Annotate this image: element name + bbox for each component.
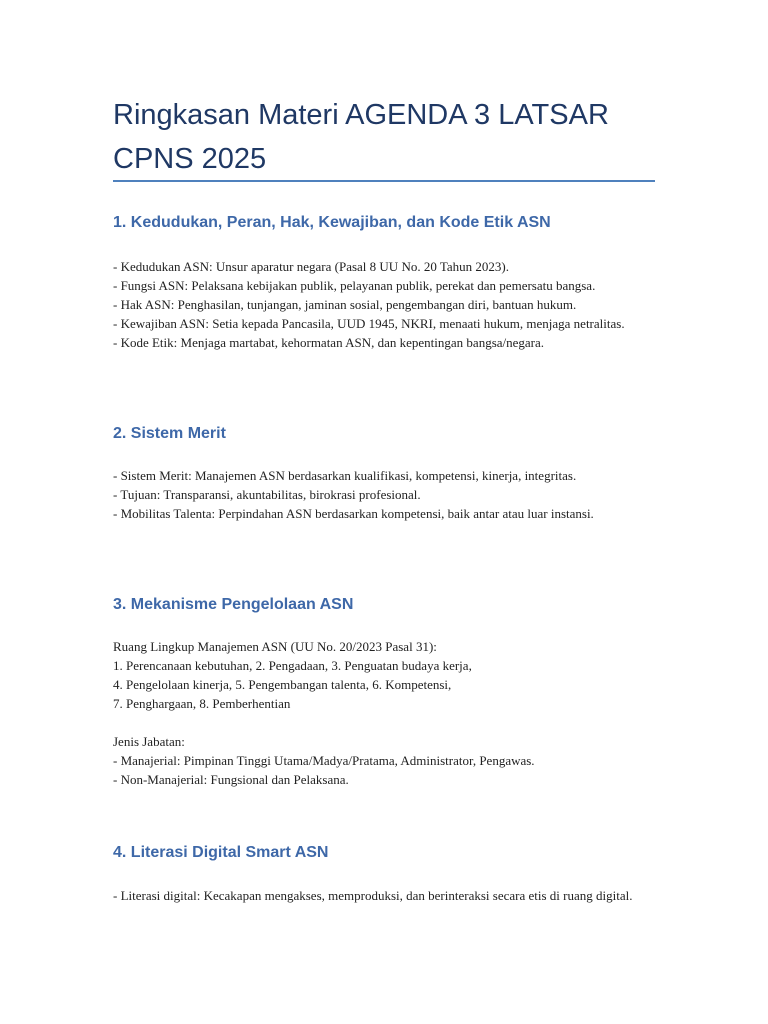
section-1-heading: 1. Kedudukan, Peran, Hak, Kewajiban, dan Kode Etik ASN xyxy=(113,214,551,231)
section-2-heading: 2. Sistem Merit xyxy=(113,425,226,442)
position-line: - Non-Manajerial: Fungsional dan Pelaksana. xyxy=(113,772,349,787)
scope-line: 1. Perencanaan kebutuhan, 2. Pengadaan, 3. Penguatan budaya kerja, xyxy=(113,658,472,673)
section-1-line: - Kedudukan ASN: Unsur aparatur negara (Pasal 8 UU No. 20 Tahun 2023). xyxy=(113,259,509,274)
section-1-line: - Kewajiban ASN: Setia kepada Pancasila, UUD 1945, NKRI, menaati hukum, menjaga netralitas. xyxy=(113,316,625,331)
scope-line: 4. Pengelolaan kinerja, 5. Pengembangan talenta, 6. Kompetensi, xyxy=(113,677,452,692)
title-underline xyxy=(113,180,655,182)
section-1-line: - Kode Etik: Menjaga martabat, kehormatan ASN, dan kepentingan bangsa/negara. xyxy=(113,335,545,350)
section-2-body xyxy=(113,466,658,523)
scope-line: Ruang Lingkup Manajemen ASN (UU No. 20/2023 Pasal 31): xyxy=(113,639,437,654)
section-2-line: - Sistem Merit: Manajemen ASN berdasarkan kualifikasi, kompetensi, kinerja, integritas. xyxy=(113,468,577,483)
section-3-heading: 3. Mekanisme Pengelolaan ASN xyxy=(113,596,354,613)
section-1-line: - Hak ASN: Penghasilan, tunjangan, jaminan sosial, pengembangan diri, bantuan hukum. xyxy=(113,297,577,312)
section-4-line: - Literasi digital: Kecakapan mengakses, memproduksi, dan berinteraksi secara etis di ruang digital. xyxy=(113,888,633,903)
position-line: - Manajerial: Pimpinan Tinggi Utama/Madya/Pratama, Administrator, Pengawas. xyxy=(113,753,535,768)
section-2-line: - Tujuan: Transparansi, akuntabilitas, birokrasi profesional. xyxy=(113,487,421,502)
section-1-body xyxy=(113,257,658,352)
paragraph-gap xyxy=(113,713,658,732)
section-2-line: - Mobilitas Talenta: Perpindahan ASN berdasarkan kompetensi, baik antar atau luar instansi. xyxy=(113,506,594,521)
section-4-heading: 4. Literasi Digital Smart ASN xyxy=(113,844,329,861)
section-1-line: - Fungsi ASN: Pelaksana kebijakan publik, pelayanan publik, perekat dan pemersatu bangsa. xyxy=(113,278,596,293)
section-3-body xyxy=(113,637,658,789)
document-title: Ringkasan Materi AGENDA 3 LATSAR CPNS 2025 xyxy=(113,99,609,175)
position-line: Jenis Jabatan: xyxy=(113,734,185,749)
section-4-body xyxy=(113,886,658,905)
scope-line: 7. Penghargaan, 8. Pemberhentian xyxy=(113,696,291,711)
